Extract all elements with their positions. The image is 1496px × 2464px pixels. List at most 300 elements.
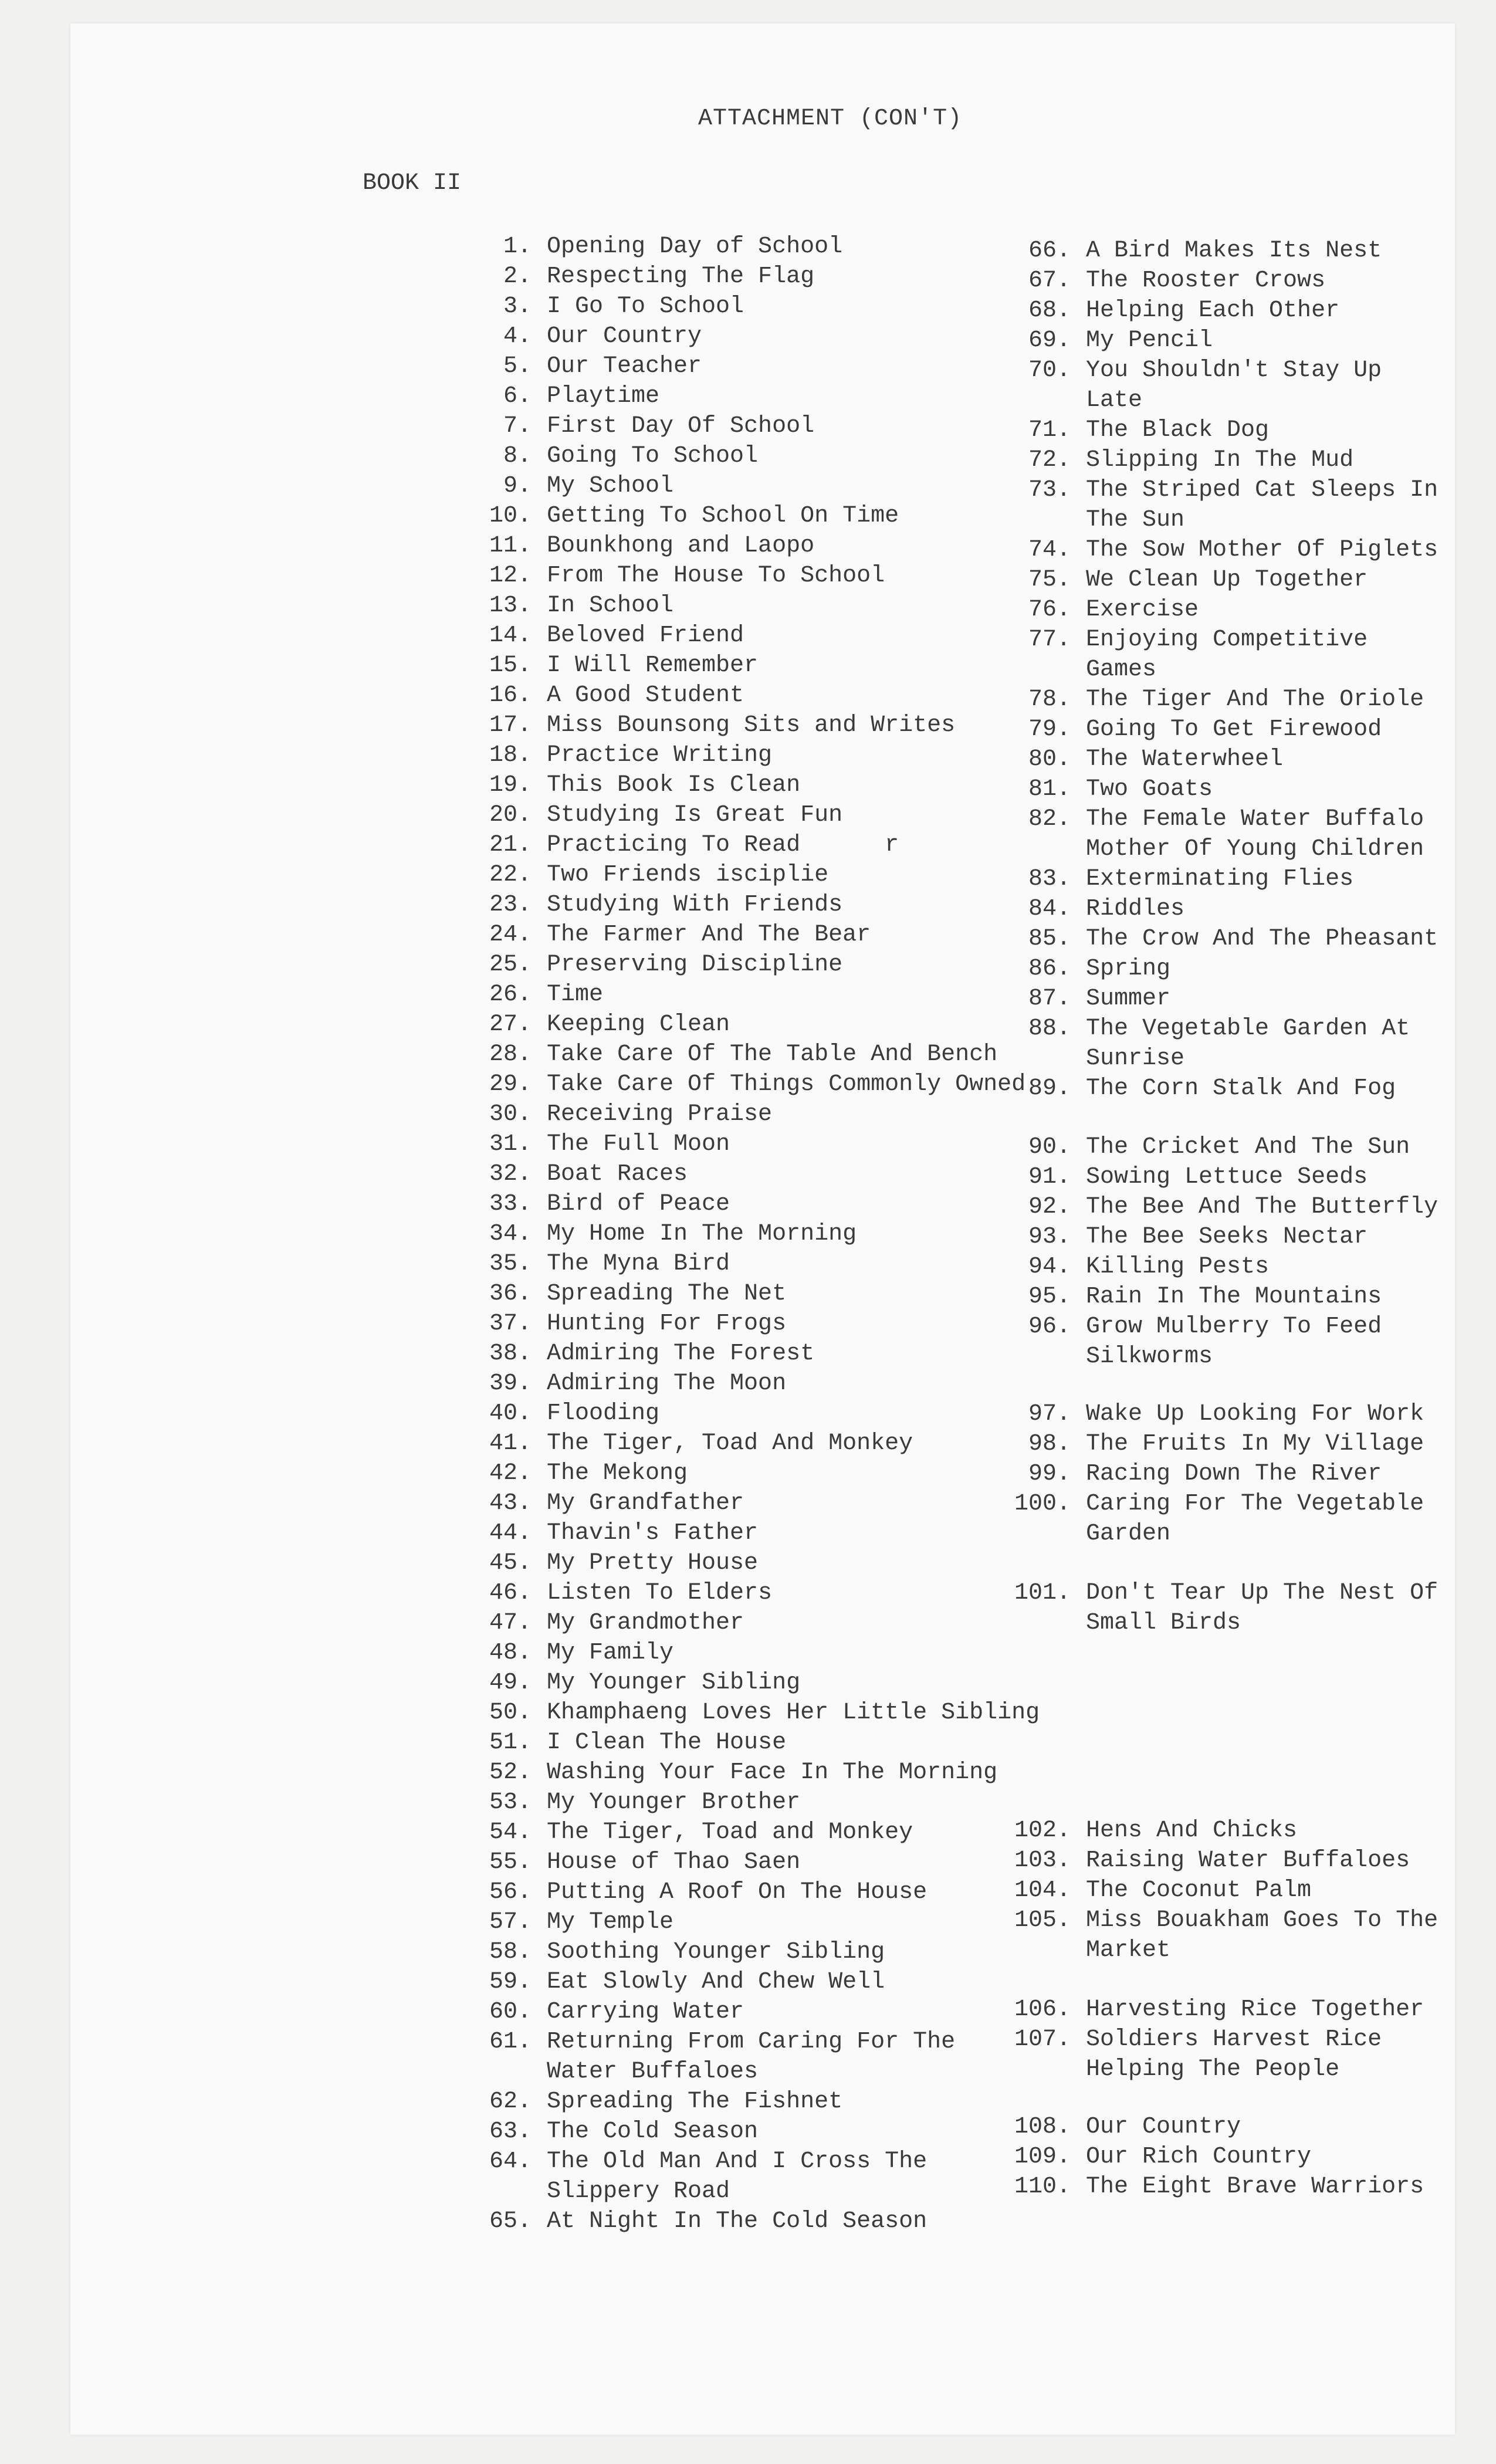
item-title: Slipping In The Mud — [1086, 447, 1354, 473]
item-title: Studying With Friends — [547, 892, 843, 918]
item-number: 110. — [1014, 2174, 1071, 2200]
item-title: Helping Each Other — [1086, 297, 1340, 324]
list-item — [1006, 565, 1452, 595]
list-item — [481, 1518, 1097, 1548]
list-item — [481, 681, 1097, 710]
item-title: My Family — [547, 1640, 674, 1666]
list-item — [1006, 2142, 1452, 2172]
item-number: 56. — [489, 1879, 532, 1905]
list-item — [481, 531, 1097, 561]
item-title: The Mekong — [547, 1460, 688, 1487]
list-item — [1006, 415, 1452, 445]
list-item — [481, 1847, 1097, 1877]
list-item — [481, 1548, 1097, 1578]
item-title: Bird of Peace — [547, 1191, 730, 1217]
list-item — [481, 950, 1097, 980]
item-title: Harvesting Rice Together — [1086, 1996, 1424, 2023]
list-item — [481, 890, 1097, 920]
left-column — [481, 232, 1097, 2236]
list-item — [1006, 715, 1452, 744]
item-number: 22. — [489, 862, 532, 888]
list-item — [481, 1279, 1097, 1309]
list-item — [1006, 1282, 1452, 1312]
item-title: Raising Water Buffaloes — [1086, 1847, 1410, 1874]
item-title: In School — [547, 593, 674, 619]
item-number: 108. — [1014, 2114, 1071, 2140]
list-item — [481, 351, 1097, 381]
item-number: 76. — [1028, 597, 1071, 623]
right-group-90-96 — [1006, 1132, 1452, 1372]
item-title: Hens And Chicks — [1086, 1817, 1298, 1844]
list-item — [481, 1339, 1097, 1369]
item-title: The Corn Stalk And Fog — [1086, 1075, 1396, 1102]
item-title: Soothing Younger Sibling — [547, 1939, 885, 1965]
list-item — [1006, 1399, 1452, 1429]
item-title: Our Teacher — [547, 353, 702, 380]
item-number: 17. — [489, 712, 532, 739]
item-number: 61. — [489, 2029, 532, 2055]
list-item — [481, 1728, 1097, 1758]
item-title: The Cold Season — [547, 2118, 759, 2145]
item-number: 41. — [489, 1430, 532, 1457]
item-number: 42. — [489, 1460, 532, 1487]
item-title: Take Care Of Things Commonly Owned — [547, 1071, 1026, 1098]
right-group-66-89 — [1006, 236, 1452, 1104]
list-item — [1006, 924, 1452, 954]
list-item — [1006, 1162, 1452, 1192]
item-title: Killing Pests — [1086, 1254, 1270, 1280]
list-item — [481, 1309, 1097, 1339]
item-number: 95. — [1028, 1284, 1071, 1310]
document-page — [70, 23, 1455, 2435]
item-number: 100. — [1014, 1491, 1071, 1517]
list-item — [1006, 1192, 1452, 1222]
item-number: 82. — [1028, 806, 1071, 832]
item-number: 50. — [489, 1700, 532, 1726]
item-title: Boat Races — [547, 1161, 688, 1187]
item-title: Thavin's Father — [547, 1520, 759, 1546]
item-number: 104. — [1014, 1877, 1071, 1904]
item-number: 66. — [1028, 238, 1071, 264]
list-item — [481, 1429, 1097, 1458]
list-item — [481, 1877, 1097, 1907]
list-item — [481, 561, 1097, 591]
list-item — [1006, 535, 1452, 565]
list-item — [481, 1399, 1097, 1429]
list-item — [481, 1488, 1097, 1518]
item-title: My Temple — [547, 1909, 674, 1935]
list-item — [1006, 984, 1452, 1014]
list-item — [481, 920, 1097, 950]
item-title: Studying Is Great Fun — [547, 802, 843, 828]
item-title: The Full Moon — [547, 1131, 730, 1157]
item-title: Sowing Lettuce Seeds — [1086, 1164, 1368, 1190]
item-number: 10. — [489, 503, 532, 529]
list-item — [1006, 296, 1452, 326]
item-title: At Night In The Cold Season — [547, 2208, 928, 2235]
item-number: 9. — [503, 473, 532, 499]
list-item — [481, 980, 1097, 1010]
item-number: 8. — [503, 443, 532, 469]
list-item — [1006, 1459, 1452, 1489]
item-title: Beloved Friend — [547, 622, 744, 649]
item-number: 94. — [1028, 1254, 1071, 1280]
item-number: 85. — [1028, 926, 1071, 952]
list-item — [481, 800, 1097, 830]
item-title: Our Country — [547, 323, 702, 350]
item-number: 27. — [489, 1011, 532, 1038]
item-title: Two Goats — [1086, 776, 1213, 803]
item-number: 38. — [489, 1341, 532, 1367]
item-number: 40. — [489, 1400, 532, 1427]
item-number: 78. — [1028, 686, 1071, 713]
item-title: My Grandfather — [547, 1490, 744, 1517]
item-title: Riddles — [1086, 896, 1185, 922]
list-item — [481, 1638, 1097, 1668]
item-title: The Old Man And I Cross The — [547, 2148, 928, 2175]
list-item — [1006, 625, 1452, 685]
item-number: 5. — [503, 353, 532, 380]
item-title: The Fruits In My Village — [1086, 1431, 1424, 1457]
item-title: Flooding — [547, 1400, 660, 1427]
item-number: 13. — [489, 593, 532, 619]
list-item — [481, 2087, 1097, 2117]
item-number: 11. — [489, 533, 532, 559]
list-item — [481, 651, 1097, 681]
item-title: Spreading The Fishnet — [547, 2089, 843, 2115]
item-number: 53. — [489, 1789, 532, 1816]
item-title: Miss Bounsong Sits and Writes — [547, 712, 956, 739]
item-number: 54. — [489, 1819, 532, 1846]
list-item — [1006, 1578, 1452, 1638]
list-item — [1006, 356, 1452, 415]
item-title: The Cricket And The Sun — [1086, 1134, 1410, 1160]
item-number: 90. — [1028, 1134, 1071, 1160]
list-item — [481, 501, 1097, 531]
item-number: 48. — [489, 1640, 532, 1666]
item-title: House of Thao Saen — [547, 1849, 801, 1876]
list-item — [481, 2177, 1097, 2206]
list-item — [1006, 266, 1452, 296]
list-item — [481, 1937, 1097, 1967]
list-item — [481, 2027, 1097, 2057]
list-item — [481, 591, 1097, 621]
list-item — [481, 2057, 1097, 2087]
item-number: 34. — [489, 1221, 532, 1247]
list-item — [481, 321, 1097, 351]
item-number: 99. — [1028, 1461, 1071, 1487]
item-number: 103. — [1014, 1847, 1071, 1874]
list-item — [481, 1219, 1097, 1249]
list-item — [481, 1369, 1097, 1399]
item-title: Exterminating Flies — [1086, 866, 1354, 892]
item-number: 59. — [489, 1969, 532, 1995]
item-number: 75. — [1028, 567, 1071, 593]
item-title: Spring — [1086, 956, 1171, 982]
right-group-97-100 — [1006, 1399, 1452, 1549]
item-number: 32. — [489, 1161, 532, 1187]
item-number: 81. — [1028, 776, 1071, 803]
list-item — [1006, 236, 1452, 266]
item-title: A Bird Makes Its Nest — [1086, 238, 1382, 264]
list-item — [481, 621, 1097, 651]
item-number: 51. — [489, 1729, 532, 1756]
item-title: Eat Slowly And Chew Well — [547, 1969, 885, 1995]
item-number: 71. — [1028, 417, 1071, 444]
list-item — [481, 1040, 1097, 1069]
list-item — [1006, 326, 1452, 356]
item-number: 58. — [489, 1939, 532, 1965]
item-number: 6. — [503, 383, 532, 409]
item-title: Playtime — [547, 383, 660, 409]
item-number: 39. — [489, 1370, 532, 1397]
list-item — [481, 1698, 1097, 1728]
item-title: I Clean The House — [547, 1729, 787, 1756]
list-item — [481, 1159, 1097, 1189]
item-title: The Myna Bird — [547, 1251, 730, 1277]
item-number: 3. — [503, 293, 532, 320]
item-title: My Pretty House — [547, 1550, 759, 1576]
item-title: Water Buffaloes — [547, 2059, 759, 2085]
list-item — [481, 1249, 1097, 1279]
item-number: 88. — [1028, 1016, 1071, 1042]
item-title: Exercise — [1086, 597, 1199, 623]
item-number: 12. — [489, 563, 532, 589]
item-number: 2. — [503, 263, 532, 290]
item-title: Spreading The Net — [547, 1281, 787, 1307]
item-number: 24. — [489, 922, 532, 948]
list-item — [1006, 1014, 1452, 1074]
item-number: 106. — [1014, 1996, 1071, 2023]
list-item — [481, 1129, 1097, 1159]
list-item — [1006, 1312, 1452, 1372]
item-title: A Good Student — [547, 682, 744, 709]
item-number: 21. — [489, 832, 532, 858]
list-item — [1006, 1846, 1452, 1876]
item-title: The Female Water Buffalo Mother Of Young Children — [1086, 806, 1424, 862]
item-number: 84. — [1028, 896, 1071, 922]
list-item — [1006, 2025, 1452, 2084]
item-title: Respecting The Flag — [547, 263, 815, 290]
item-title: The Farmer And The Bear — [547, 922, 871, 948]
list-item — [1006, 475, 1452, 535]
item-title: The Crow And The Pheasant — [1086, 926, 1439, 952]
item-title: Soldiers Harvest Rice Helping The People — [1086, 2026, 1382, 2083]
item-number: 87. — [1028, 986, 1071, 1012]
item-number: 89. — [1028, 1075, 1071, 1102]
item-number: 65. — [489, 2208, 532, 2235]
item-number: 107. — [1014, 2026, 1071, 2053]
list-item — [1006, 1252, 1452, 1282]
list-item — [481, 1189, 1097, 1219]
item-number: 63. — [489, 2118, 532, 2145]
item-number: 80. — [1028, 746, 1071, 773]
item-number: 43. — [489, 1490, 532, 1517]
item-number: 37. — [489, 1311, 532, 1337]
item-title: The Vegetable Garden At Sunrise — [1086, 1016, 1410, 1072]
item-number: 36. — [489, 1281, 532, 1307]
item-title: Our Country — [1086, 2114, 1241, 2140]
list-item — [481, 1668, 1097, 1698]
item-number: 86. — [1028, 956, 1071, 982]
item-number: 98. — [1028, 1431, 1071, 1457]
item-title: Take Care Of The Table And Bench — [547, 1041, 998, 1068]
item-number: 16. — [489, 682, 532, 709]
item-title: Practicing To Read r — [547, 832, 899, 858]
page-title: ATTACHMENT (CON'T) — [698, 106, 963, 132]
list-item — [1006, 685, 1452, 715]
list-item — [481, 1817, 1097, 1847]
list-item — [481, 2206, 1097, 2236]
list-item — [481, 471, 1097, 501]
item-number — [481, 2177, 532, 2206]
item-title: The Tiger, Toad And Monkey — [547, 1430, 913, 1457]
item-number: 67. — [1028, 268, 1071, 294]
item-title: Getting To School On Time — [547, 503, 899, 529]
item-title: The Tiger And The Oriole — [1086, 686, 1424, 713]
list-item — [481, 2117, 1097, 2147]
item-number: 92. — [1028, 1194, 1071, 1220]
item-title: Going To School — [547, 443, 759, 469]
item-number: 70. — [1028, 357, 1071, 384]
list-item — [1006, 1489, 1452, 1549]
item-number: 23. — [489, 892, 532, 918]
item-number: 47. — [489, 1610, 532, 1636]
right-group-101 — [1006, 1578, 1452, 1638]
item-number: 77. — [1028, 627, 1071, 653]
item-number: 20. — [489, 802, 532, 828]
item-title: Preserving Discipline — [547, 952, 843, 978]
item-title: Wake Up Looking For Work — [1086, 1401, 1424, 1427]
item-title: The Bee Seeks Nectar — [1086, 1224, 1368, 1250]
list-item — [1006, 864, 1452, 894]
list-item — [481, 411, 1097, 441]
item-title: Grow Mulberry To Feed Silkworms — [1086, 1314, 1382, 1370]
item-number: 109. — [1014, 2144, 1071, 2170]
item-number: 64. — [489, 2148, 532, 2175]
item-title: Don't Tear Up The Nest Of Small Birds — [1086, 1580, 1439, 1636]
list-item — [1006, 2172, 1452, 2202]
item-number: 74. — [1028, 537, 1071, 563]
item-title: From The House To School — [547, 563, 885, 589]
item-title: The Tiger, Toad and Monkey — [547, 1819, 913, 1846]
item-title: Khamphaeng Loves Her Little Sibling — [547, 1700, 1040, 1726]
right-group-106-107 — [1006, 1995, 1452, 2084]
item-title: Listen To Elders — [547, 1580, 773, 1606]
item-title: Time — [547, 981, 604, 1008]
item-number: 91. — [1028, 1164, 1071, 1190]
item-number: 44. — [489, 1520, 532, 1546]
item-number: 97. — [1028, 1401, 1071, 1427]
item-title: The Black Dog — [1086, 417, 1270, 444]
item-title: Practice Writing — [547, 742, 773, 769]
item-number: 69. — [1028, 327, 1071, 354]
item-number: 62. — [489, 2089, 532, 2115]
item-title: The Coconut Palm — [1086, 1877, 1312, 1904]
item-title: Racing Down The River — [1086, 1461, 1382, 1487]
item-title: The Eight Brave Warriors — [1086, 2174, 1424, 2200]
item-number: 14. — [489, 622, 532, 649]
item-number: 96. — [1028, 1314, 1071, 1340]
list-item — [1006, 1876, 1452, 1905]
item-title: Rain In The Mountains — [1086, 1284, 1382, 1310]
item-number: 68. — [1028, 297, 1071, 324]
list-item — [481, 1967, 1097, 1997]
item-number: 18. — [489, 742, 532, 769]
item-title: This Book Is Clean — [547, 772, 801, 798]
item-title: Summer — [1086, 986, 1171, 1012]
list-item — [481, 740, 1097, 770]
list-item — [1006, 595, 1452, 625]
item-title: My Younger Sibling — [547, 1670, 801, 1696]
item-title: Keeping Clean — [547, 1011, 730, 1038]
item-title: I Go To School — [547, 293, 744, 320]
list-item — [481, 1608, 1097, 1638]
list-item — [481, 1010, 1097, 1040]
item-title: Miss Bouakham Goes To The Market — [1086, 1907, 1439, 1964]
list-item — [481, 1907, 1097, 1937]
list-item — [481, 830, 1097, 860]
item-title: First Day Of School — [547, 413, 815, 439]
item-number: 7. — [503, 413, 532, 439]
item-number: 79. — [1028, 716, 1071, 743]
list-item — [481, 1578, 1097, 1608]
item-title: The Rooster Crows — [1086, 268, 1326, 294]
item-title: My Grandmother — [547, 1610, 744, 1636]
list-item — [1006, 1222, 1452, 1252]
item-title: Washing Your Face In The Morning — [547, 1759, 998, 1786]
item-number: 55. — [489, 1849, 532, 1876]
list-item — [1006, 894, 1452, 924]
item-title: My Pencil — [1086, 327, 1213, 354]
list-item — [481, 262, 1097, 292]
item-title: Bounkhong and Laopo — [547, 533, 815, 559]
item-title: I Will Remember — [547, 652, 759, 679]
list-item — [1006, 954, 1452, 984]
item-number: 45. — [489, 1550, 532, 1576]
list-item — [481, 1099, 1097, 1129]
list-item — [1006, 744, 1452, 774]
list-item — [481, 1997, 1097, 2027]
item-number: 46. — [489, 1580, 532, 1606]
item-number: 25. — [489, 952, 532, 978]
item-title: Putting A Roof On The House — [547, 1879, 928, 1905]
item-title: Admiring The Forest — [547, 1341, 815, 1367]
right-group-108-110 — [1006, 2112, 1452, 2202]
list-item — [1006, 804, 1452, 864]
item-number: 28. — [489, 1041, 532, 1068]
item-title: My Younger Brother — [547, 1789, 801, 1816]
item-number: 93. — [1028, 1224, 1071, 1250]
list-item — [1006, 445, 1452, 475]
list-item — [481, 1788, 1097, 1817]
list-item — [481, 2147, 1097, 2177]
item-number: 1. — [503, 233, 532, 260]
list-item — [1006, 1905, 1452, 1965]
list-item — [1006, 2112, 1452, 2142]
item-number: 73. — [1028, 477, 1071, 503]
list-item — [481, 232, 1097, 262]
list-item — [481, 441, 1097, 471]
item-number: 31. — [489, 1131, 532, 1157]
item-title: Admiring The Moon — [547, 1370, 787, 1397]
item-number: 49. — [489, 1670, 532, 1696]
book-heading: BOOK II — [363, 170, 462, 197]
item-title: We Clean Up Together — [1086, 567, 1368, 593]
item-title: Caring For The Vegetable Garden — [1086, 1491, 1424, 1547]
list-item — [481, 1458, 1097, 1488]
item-number: 29. — [489, 1071, 532, 1098]
